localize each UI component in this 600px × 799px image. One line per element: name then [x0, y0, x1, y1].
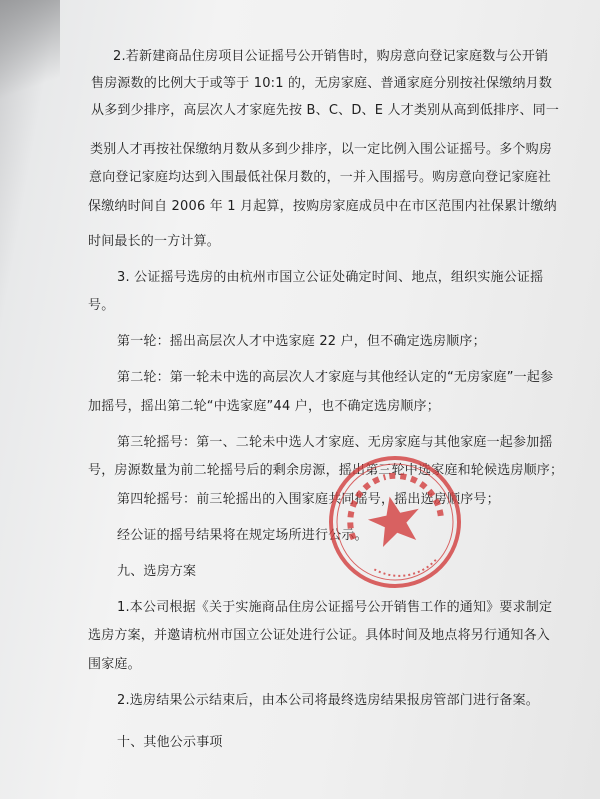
text-line: 围家庭。 [88, 657, 141, 672]
text-line: 3. 公证摇号选房的由杭州市国立公证处确定时间、地点，组织实施公证摇 [117, 270, 544, 285]
text-line: 第二轮：第一轮未中选的高层次人才家庭与其他经认定的“无房家庭”一起参 [117, 370, 554, 385]
text-line: 第三轮摇号：第一、二轮未中选人才家庭、无房家庭与其他家庭一起参加摇 [117, 435, 553, 450]
text-line: 类别人才再按社保缴纳月数从多到少排序，以一定比例入围公证摇号。多个购房 [90, 142, 553, 157]
company-seal-stamp [312, 439, 478, 605]
text-line: 2.若新建商品住房项目公证摇号公开销售时，购房意向登记家庭数与公开销 [113, 49, 549, 64]
section-heading: 十、其他公示事项 [117, 735, 223, 750]
text-line: 第四轮摇号：前三轮摇出的入围家庭共同摇号，摇出选房顺序号； [117, 492, 500, 507]
text-line: 第一轮：摇出高层次人才中选家庭 22 户，但不确定选房顺序； [117, 334, 486, 349]
text-line: 加摇号，摇出第二轮“中选家庭”44 户，也不确定选房顺序； [88, 399, 440, 414]
text-line: 售房源数的比例大于或等于 10:1 的，无房家庭、普通家庭分别按社保缴纳月数 [91, 76, 553, 91]
text-line: 经公证的摇号结果将在规定场所进行公示。 [117, 528, 368, 543]
text-line: 1.本公司根据《关于实施商品住房公证摇号公开销售工作的通知》要求制定 [117, 600, 553, 615]
text-line: 号，房源数量为前二轮摇号后的剩余房源，摇出第三轮中选家庭和轮候选房顺序； [88, 463, 564, 478]
section-heading: 九、选房方案 [117, 564, 197, 579]
text-line: 时间最长的一方计算。 [88, 234, 221, 249]
page-shadow [0, 0, 60, 120]
text-line: 从多到少排序，高层次人才家庭先按 B、C、D、E 人才类别从高到低排序、同一 [91, 103, 560, 118]
text-line: 选房方案，并邀请杭州市国立公证处进行公证。具体时间及地点将另行通知各入 [88, 628, 551, 643]
text-line: 保缴纳时间自 2006 年 1 月起算，按购房家庭成员中在市区范围内社保累计缴纳 [88, 199, 557, 214]
text-line: 号。 [88, 298, 115, 313]
text-line: 意向登记家庭均达到入围最低社保月数的，一并入围摇号。购房意向登记家庭社 [89, 170, 552, 185]
text-line: 2.选房结果公示结束后，由本公司将最终选房结果报房管部门进行备案。 [117, 693, 540, 708]
